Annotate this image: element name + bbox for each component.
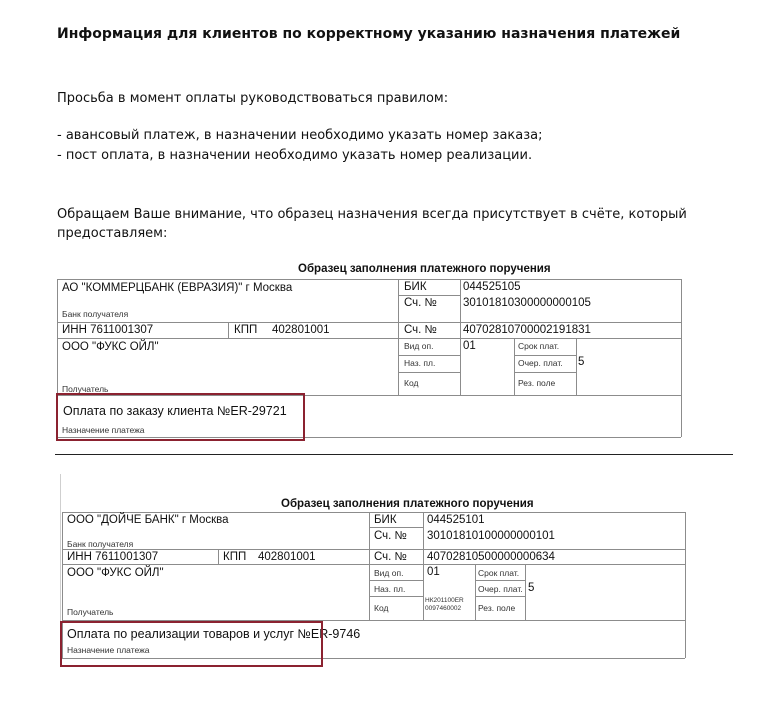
account-label: Сч. № — [404, 324, 437, 336]
order-label: Очер. плат. — [478, 584, 523, 594]
kpp-label: КПП — [234, 324, 258, 336]
recipient-caption: Получатель — [62, 384, 109, 394]
order-value: 5 — [528, 582, 535, 594]
recipient-name: ООО "ФУКС ОЙЛ" — [67, 567, 164, 579]
account-value: 40702810700002191831 — [463, 324, 591, 336]
code-value-line-1: НК201100ER — [425, 597, 464, 604]
op-type-value: 01 — [427, 566, 440, 578]
intro-text: Просьба в момент оплаты руководствоваться правилом: — [57, 91, 449, 106]
bik-label: БИК — [404, 281, 427, 293]
kpp-label: КПП — [223, 551, 247, 563]
recipient-caption: Получатель — [67, 607, 114, 617]
order-label: Очер. плат. — [518, 358, 563, 368]
recipient-name: ООО "ФУКС ОЙЛ" — [62, 341, 159, 353]
corr-account-label: Сч. № — [374, 530, 407, 542]
code-label: Код — [374, 603, 389, 613]
purpose-caption: Назначение платежа — [67, 645, 150, 655]
purpose-field-label: Наз. пл. — [374, 584, 406, 594]
purpose-highlight-box — [56, 393, 305, 441]
bik-value: 044525105 — [463, 281, 521, 293]
divider-line — [55, 454, 733, 455]
kpp-value: 402801001 — [258, 551, 316, 563]
reserve-label: Рез. поле — [478, 603, 516, 613]
term-label: Срок плат. — [518, 341, 560, 351]
op-type-label: Вид оп. — [404, 341, 434, 351]
bank-name: АО "КОММЕРЦБАНК (ЕВРАЗИЯ)" г Москва — [62, 282, 293, 294]
op-type-value: 01 — [463, 340, 476, 352]
inn: ИНН 7611001307 — [67, 551, 159, 563]
form-title: Образец заполнения платежного поручения — [298, 263, 551, 275]
kpp-value: 402801001 — [272, 324, 330, 336]
payment-purpose: Оплата по реализации товаров и услуг №ER-9746 — [67, 627, 361, 641]
rule-advance: - авансовый платеж, в назначении необходимо указать номер заказа; — [57, 128, 543, 143]
reserve-label: Рез. поле — [518, 378, 556, 388]
notice-line-2: предоставляем: — [57, 226, 168, 241]
form-title: Образец заполнения платежного поручения — [281, 498, 534, 510]
corr-account-label: Сч. № — [404, 297, 437, 309]
bank-caption: Банк получателя — [67, 539, 134, 549]
corr-account-value: 30101810100000000101 — [427, 530, 555, 542]
page-title: Информация для клиентов по корректному указанию назначения платежей — [57, 26, 681, 42]
payment-purpose: Оплата по заказу клиента №ER-29721 — [63, 404, 287, 418]
bik-value: 044525101 — [427, 514, 485, 526]
bik-label: БИК — [374, 514, 397, 526]
corr-account-value: 30101810300000000105 — [463, 297, 591, 309]
op-type-label: Вид оп. — [374, 568, 404, 578]
purpose-field-label: Наз. пл. — [404, 358, 436, 368]
notice-line-1: Обращаем Ваше внимание, что образец назначения всегда присутствует в счёте, который — [57, 207, 687, 222]
purpose-caption: Назначение платежа — [62, 425, 145, 435]
inn: ИНН 7611001307 — [62, 324, 154, 336]
code-value-line-2: 0097460002 — [425, 605, 462, 612]
bank-name: ООО "ДОЙЧЕ БАНК" г Москва — [67, 514, 229, 526]
account-value: 40702810500000000634 — [427, 551, 555, 563]
rule-postpay: - пост оплата, в назначении необходимо указать номер реализации. — [57, 148, 533, 163]
bank-caption: Банк получателя — [62, 309, 129, 319]
account-label: Сч. № — [374, 551, 407, 563]
term-label: Срок плат. — [478, 568, 520, 578]
purpose-highlight-box — [60, 621, 323, 667]
order-value: 5 — [578, 356, 585, 368]
code-label: Код — [404, 378, 419, 388]
